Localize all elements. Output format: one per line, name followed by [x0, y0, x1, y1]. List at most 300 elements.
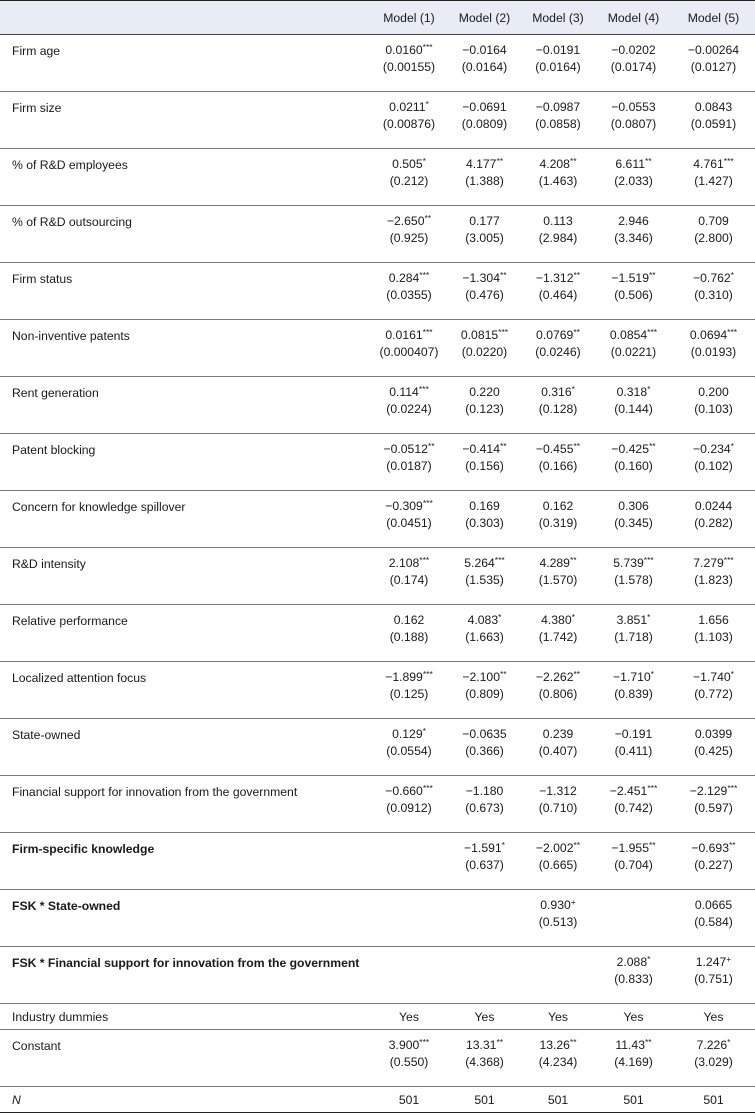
variable-label: Industry dummies: [0, 1004, 370, 1030]
coefficient: [672, 270, 755, 287]
variable-label: Non-inventive patents: [0, 320, 370, 377]
coefficient-value: 3.851: [616, 613, 648, 627]
coefficient-value: −2.262: [535, 670, 574, 684]
model-3-cell: [521, 776, 595, 833]
coefficient: [672, 1037, 755, 1054]
model-2-cell: [448, 206, 521, 263]
model-2-cell: [448, 263, 521, 320]
significance-marker: ***: [418, 384, 429, 394]
standard-error: (0.411): [614, 744, 653, 758]
standard-error: (0.925): [389, 231, 429, 245]
coefficient-value: −0.693: [691, 841, 729, 855]
model-2-cell: [448, 35, 521, 92]
standard-error: (3.029): [694, 1055, 733, 1069]
variable-label: R&D intensity: [0, 548, 370, 605]
model-3-cell: [521, 263, 595, 320]
model-3-cell: [521, 662, 595, 719]
coefficient-value: −1.180: [465, 784, 504, 798]
coefficient-value: 0.113: [543, 214, 573, 228]
coefficient-value: 2.946: [618, 214, 649, 228]
significance-marker: *: [571, 612, 575, 622]
coefficient: [448, 384, 521, 401]
coefficient: [595, 441, 672, 458]
coefficient-value: −0.0987: [535, 100, 581, 114]
coefficient-value: 7.279: [693, 556, 724, 570]
significance-marker: *: [650, 669, 654, 679]
standard-error: (0.0809): [461, 117, 508, 131]
significance-marker: **: [496, 1037, 504, 1047]
coefficient: [370, 270, 448, 287]
standard-error: (0.188): [389, 630, 429, 644]
significance-marker: ***: [647, 783, 658, 793]
standard-error: (3.346): [614, 231, 653, 245]
significance-marker: **: [573, 270, 581, 280]
significance-marker: **: [573, 669, 581, 679]
coefficient: [370, 441, 448, 458]
standard-error: (0.407): [538, 744, 578, 758]
coefficient-value: 0.284: [388, 271, 420, 285]
coefficient-value: −0.234: [693, 442, 731, 456]
standard-error: (0.0220): [461, 345, 508, 359]
coefficient-value: −0.0512: [383, 442, 428, 456]
standard-error: (4.368): [465, 1055, 504, 1069]
coefficient: [521, 441, 595, 458]
significance-marker: ***: [422, 783, 433, 793]
variable-label: Firm age: [0, 35, 370, 92]
model-5-cell: [672, 719, 755, 776]
significance-marker: **: [569, 156, 577, 166]
coefficient: [448, 1037, 521, 1054]
significance-marker: **: [573, 840, 581, 850]
coefficient-value: −0.00264: [687, 43, 740, 57]
coefficient: [521, 156, 595, 173]
standard-error: (0.123): [465, 402, 504, 416]
coefficient-value: 0.0161: [385, 328, 423, 342]
model-4-cell: [595, 434, 672, 491]
standard-error: (0.704): [614, 858, 653, 872]
table-row: [0, 548, 755, 605]
standard-error: (0.597): [694, 801, 733, 815]
model-4-cell: [595, 605, 672, 662]
significance-marker: **: [500, 669, 507, 679]
coefficient-value: 0.200: [698, 385, 729, 399]
significance-marker: ***: [727, 783, 738, 793]
coefficient-value: 13.26: [539, 1038, 570, 1052]
variable-label: Financial support for innovation from the government: [0, 776, 370, 833]
coefficient: [521, 498, 595, 515]
significance-marker: *: [730, 441, 734, 451]
standard-error: (1.570): [538, 573, 578, 587]
industry-dummies-row: [0, 1004, 755, 1030]
variable-label: N: [0, 1087, 370, 1113]
significance-marker: ***: [419, 555, 430, 565]
standard-error: (0.809): [465, 687, 504, 701]
standard-error: (0.345): [614, 516, 653, 530]
coefficient-value: 3.900: [388, 1038, 420, 1052]
standard-error: (0.506): [614, 288, 653, 302]
standard-error: (1.718): [614, 630, 653, 644]
variable-label: % of R&D outsourcing: [0, 206, 370, 263]
standard-error: (0.125): [389, 687, 429, 701]
table-row: [0, 491, 755, 548]
standard-error: (0.174): [389, 573, 429, 587]
coefficient: [448, 669, 521, 686]
industry-dummy-value: Yes: [521, 1004, 595, 1030]
standard-error: (0.0164): [461, 60, 508, 74]
standard-error: (0.0127): [690, 60, 737, 74]
standard-error: (0.476): [465, 288, 504, 302]
coefficient-value: −2.650: [386, 214, 425, 228]
significance-marker: **: [649, 840, 656, 850]
standard-error: (0.0355): [386, 288, 432, 302]
model-5-cell: [672, 149, 755, 206]
model-2-cell: [448, 833, 521, 890]
standard-error: (1.535): [465, 573, 504, 587]
model-2-cell: [448, 434, 521, 491]
model-2-cell: [448, 662, 521, 719]
table-row: [0, 662, 755, 719]
table-row: [0, 719, 755, 776]
significance-marker: **: [644, 156, 652, 166]
coefficient-value: 11.43: [615, 1038, 645, 1052]
model-2-cell: [448, 1030, 521, 1087]
coefficient-value: −0.0635: [462, 727, 507, 741]
model-4-cell: [595, 719, 672, 776]
standard-error: (0.673): [465, 801, 504, 815]
coefficient-value: 13.31: [465, 1038, 497, 1052]
coefficient-value: 0.0211: [389, 100, 426, 114]
standard-error: (0.128): [538, 402, 578, 416]
model-4-cell: [595, 947, 672, 1004]
coefficient: [370, 783, 448, 800]
model-4-cell: [595, 92, 672, 149]
coefficient-value: 2.108: [388, 556, 420, 570]
model-5-cell: [672, 662, 755, 719]
coefficient: [370, 498, 448, 515]
variable-label: State-owned: [0, 719, 370, 776]
significance-marker: *: [571, 384, 575, 394]
model-1-cell: [370, 890, 448, 947]
standard-error: (1.388): [465, 174, 504, 188]
significance-marker: ***: [494, 555, 505, 565]
standard-error: (0.550): [389, 1055, 429, 1069]
model-4-cell: [595, 662, 672, 719]
coefficient: [595, 213, 672, 230]
coefficient-value: −0.191: [614, 727, 653, 741]
industry-dummy-value: Yes: [370, 1004, 448, 1030]
observations-value: 501: [672, 1087, 755, 1113]
table-row: [0, 263, 755, 320]
model-4-cell: [595, 491, 672, 548]
table-row: [0, 890, 755, 947]
model-5-cell: [672, 206, 755, 263]
coefficient-value: −2.002: [535, 841, 574, 855]
coefficient: [672, 840, 755, 857]
coefficient: [448, 498, 521, 515]
model-5-cell: [672, 491, 755, 548]
table-row: [0, 377, 755, 434]
coefficient-value: 0.306: [618, 499, 649, 513]
model-1-cell: [370, 833, 448, 890]
coefficient: [448, 42, 521, 59]
significance-marker: **: [573, 327, 580, 337]
coefficient: [370, 213, 448, 230]
coefficient-value: −2.100: [462, 670, 500, 684]
significance-marker: **: [569, 555, 577, 565]
model-5-cell: [672, 548, 755, 605]
observations-value: 501: [448, 1087, 521, 1113]
standard-error: (0.0221): [610, 345, 657, 359]
coefficient-value: 0.162: [542, 499, 574, 513]
standard-error: (0.637): [465, 858, 504, 872]
variable-label: % of R&D employees: [0, 149, 370, 206]
header-empty-cell: [0, 1, 370, 35]
industry-dummy-value: Yes: [595, 1004, 672, 1030]
significance-marker: *: [501, 840, 505, 850]
coefficient: [521, 213, 595, 230]
table-body: [0, 35, 755, 1113]
coefficient: [595, 42, 672, 59]
coefficient-value: −0.455: [535, 442, 574, 456]
coefficient-value: −1.312: [535, 271, 574, 285]
standard-error: (0.584): [694, 915, 733, 929]
variable-label: Relative performance: [0, 605, 370, 662]
variable-label: Rent generation: [0, 377, 370, 434]
coefficient-value: −0.0202: [611, 43, 656, 57]
coefficient: [370, 156, 448, 173]
model-2-cell: [448, 776, 521, 833]
model-2-cell: [448, 947, 521, 1004]
coefficient: [521, 783, 595, 800]
significance-marker: *: [647, 954, 651, 964]
coefficient-value: 2.088: [616, 955, 648, 969]
model-4-cell: [595, 206, 672, 263]
coefficient-value: −1.955: [611, 841, 649, 855]
significance-marker: ***: [419, 270, 430, 280]
standard-error: (0.0591): [690, 117, 737, 131]
model-1-cell: [370, 491, 448, 548]
variable-label: Firm-specific knowledge: [0, 833, 370, 890]
significance-marker: **: [569, 1037, 577, 1047]
coefficient-value: −0.0164: [462, 43, 507, 57]
observations-value: 501: [595, 1087, 672, 1113]
coefficient-value: −1.591: [464, 841, 502, 855]
standard-error: (0.806): [538, 687, 578, 701]
coefficient-value: −0.309: [385, 499, 423, 513]
standard-error: (0.0807): [610, 117, 657, 131]
model-5-cell: [672, 776, 755, 833]
coefficient: [672, 726, 755, 743]
coefficient: [595, 156, 672, 173]
coefficient: [595, 327, 672, 344]
model-3-cell: [521, 605, 595, 662]
significance-marker: *: [727, 1037, 731, 1047]
coefficient-value: 4.380: [541, 613, 572, 627]
coefficient: [521, 270, 595, 287]
coefficient: [595, 555, 672, 572]
model-3-cell: [521, 947, 595, 1004]
standard-error: (0.166): [538, 459, 578, 473]
standard-error: (0.0451): [386, 516, 432, 530]
coefficient-value: −2.129: [689, 784, 728, 798]
coefficient-value: −0.0691: [462, 100, 507, 114]
coefficient-value: 4.208: [539, 157, 570, 171]
significance-marker: *: [647, 384, 651, 394]
model-3-cell: [521, 719, 595, 776]
model-3-cell: [521, 35, 595, 92]
model-4-cell: [595, 320, 672, 377]
model-3-cell: [521, 833, 595, 890]
coefficient: [521, 669, 595, 686]
model-1-cell: [370, 434, 448, 491]
coefficient: [370, 384, 448, 401]
coefficient: [672, 42, 755, 59]
coefficient-value: 0.0843: [694, 100, 733, 114]
industry-dummy-value: Yes: [672, 1004, 755, 1030]
coefficient: [595, 99, 672, 116]
standard-error: (0.00155): [382, 60, 436, 74]
coefficient: [370, 555, 448, 572]
model-4-cell: [595, 263, 672, 320]
model-1-cell: [370, 377, 448, 434]
coefficient-value: 0.0665: [694, 898, 733, 912]
coefficient-value: −1.519: [611, 271, 649, 285]
significance-marker: ***: [422, 669, 433, 679]
standard-error: (0.0174): [610, 60, 657, 74]
standard-error: (0.772): [694, 687, 733, 701]
significance-marker: **: [424, 213, 432, 223]
table-row: [0, 605, 755, 662]
model-1-cell: [370, 776, 448, 833]
coefficient-value: −1.740: [693, 670, 731, 684]
standard-error: (0.742): [614, 801, 653, 815]
standard-error: (0.227): [694, 858, 733, 872]
standard-error: (0.0858): [535, 117, 581, 131]
model-1-cell: [370, 149, 448, 206]
model-5-cell: [672, 833, 755, 890]
coefficient: [672, 897, 755, 914]
model-5-cell: [672, 92, 755, 149]
standard-error: (2.800): [694, 231, 733, 245]
standard-error: (0.710): [538, 801, 578, 815]
model-5-cell: [672, 1030, 755, 1087]
coefficient: [370, 1037, 448, 1054]
variable-label: FSK * Financial support for innovation from the government: [0, 947, 370, 1004]
observations-value: 501: [521, 1087, 595, 1113]
coefficient: [370, 327, 448, 344]
standard-error: (0.839): [614, 687, 653, 701]
coefficient: [521, 840, 595, 857]
significance-marker: ***: [643, 555, 654, 565]
coefficient: [521, 897, 595, 914]
coefficient: [521, 384, 595, 401]
coefficient-value: 4.083: [467, 613, 499, 627]
coefficient: [448, 783, 521, 800]
model-2-cell: [448, 377, 521, 434]
model-2-cell: [448, 92, 521, 149]
coefficient-value: 4.289: [539, 556, 570, 570]
coefficient-value: −2.451: [609, 784, 648, 798]
standard-error: (0.0164): [535, 60, 581, 74]
standard-error: (2.033): [614, 174, 653, 188]
model-3-cell: [521, 377, 595, 434]
standard-error: (0.0246): [535, 345, 581, 359]
coefficient-value: 0.930: [540, 898, 571, 912]
model-2-cell: [448, 320, 521, 377]
coefficient: [595, 669, 672, 686]
standard-error: (0.833): [614, 972, 653, 986]
model-1-cell: [370, 719, 448, 776]
coefficient-value: −0.414: [462, 442, 500, 456]
coefficient: [448, 327, 521, 344]
coefficient-value: 0.0815: [460, 328, 499, 342]
coefficient-value: 0.505: [392, 157, 423, 171]
table-row: [0, 833, 755, 890]
standard-error: (2.984): [538, 231, 578, 245]
standard-error: (0.0193): [690, 345, 737, 359]
coefficient: [521, 1037, 595, 1054]
coefficient: [672, 669, 755, 686]
standard-error: (0.282): [694, 516, 733, 530]
standard-error: (0.0554): [386, 744, 432, 758]
variable-label: Patent blocking: [0, 434, 370, 491]
model-5-cell: [672, 947, 755, 1004]
table-header: [0, 1, 755, 35]
model-2-cell: [448, 890, 521, 947]
model-2-cell: [448, 491, 521, 548]
coefficient-value: 0.316: [541, 385, 572, 399]
industry-dummy-value: Yes: [448, 1004, 521, 1030]
significance-marker: **: [649, 270, 656, 280]
coefficient: [595, 384, 672, 401]
significance-marker: ***: [727, 327, 738, 337]
standard-error: (1.427): [694, 174, 733, 188]
standard-error: (3.005): [465, 231, 504, 245]
coefficient-value: 0.0769: [536, 328, 574, 342]
variable-label: Firm status: [0, 263, 370, 320]
column-header: Model (2): [448, 1, 521, 35]
standard-error: (1.463): [538, 174, 578, 188]
coefficient-value: −1.899: [385, 670, 423, 684]
significance-marker: *: [422, 156, 426, 166]
coefficient: [448, 213, 521, 230]
significance-marker: **: [729, 840, 736, 850]
observations-row: [0, 1087, 755, 1113]
standard-error: (0.425): [694, 744, 733, 758]
model-5-cell: [672, 263, 755, 320]
significance-marker: ***: [422, 42, 433, 52]
model-2-cell: [448, 719, 521, 776]
coefficient-value: −1.304: [462, 271, 500, 285]
table-row: [0, 434, 755, 491]
model-3-cell: [521, 491, 595, 548]
model-1-cell: [370, 548, 448, 605]
coefficient-value: 0.0399: [694, 727, 733, 741]
coefficient-value: −0.425: [611, 442, 649, 456]
standard-error: (1.823): [694, 573, 733, 587]
standard-error: (0.000407): [379, 345, 439, 359]
model-3-cell: [521, 206, 595, 263]
coefficient: [521, 612, 595, 629]
coefficient: [672, 327, 755, 344]
coefficient: [521, 726, 595, 743]
coefficient-value: 6.611: [615, 157, 645, 171]
constant-row: [0, 1030, 755, 1087]
model-1-cell: [370, 947, 448, 1004]
model-3-cell: [521, 149, 595, 206]
coefficient-value: 0.318: [616, 385, 648, 399]
column-header: Model (4): [595, 1, 672, 35]
